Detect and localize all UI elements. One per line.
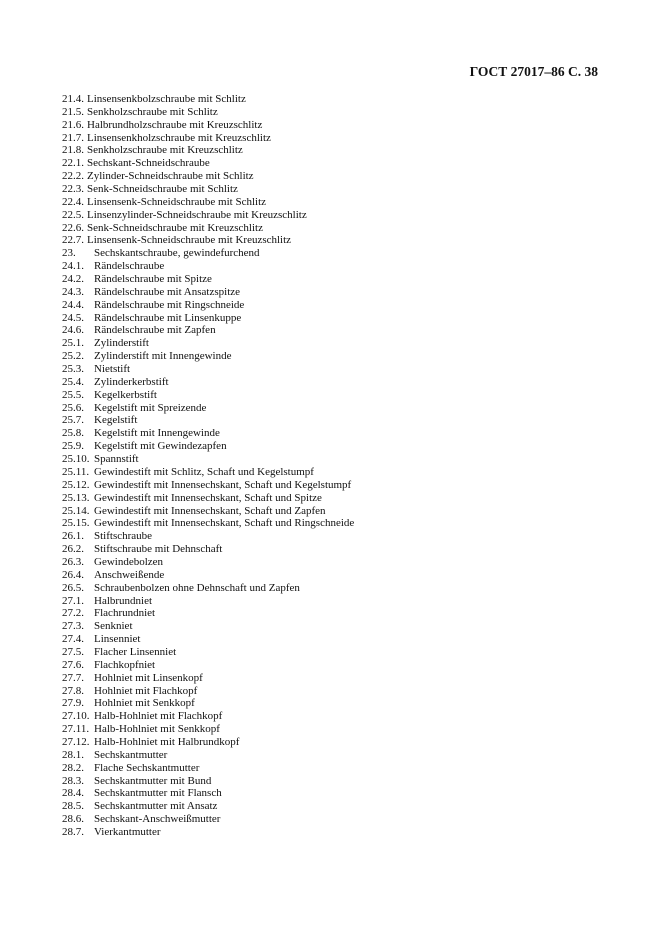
item-text: Zylinderstift <box>94 337 149 350</box>
item-text: Hohlniet mit Linsenkopf <box>94 671 203 684</box>
list-item <box>62 247 354 260</box>
item-number: 27.3. <box>62 620 84 633</box>
list-item <box>62 389 354 402</box>
item-text: Flachkopfniet <box>94 658 156 671</box>
list-item <box>62 492 354 505</box>
item-number: 28.1. <box>62 748 84 761</box>
list-item <box>62 505 354 518</box>
item-text: Gewindestift mit Innensechskant, Schaft und Spitze <box>94 491 322 504</box>
item-number: 27.6. <box>62 658 84 671</box>
item-number: 21.6. <box>62 118 84 131</box>
list-item <box>62 646 354 659</box>
item-number: 25.6. <box>62 401 84 414</box>
item-text: Stiftschraube mit Dehnschaft <box>94 543 223 556</box>
item-text: Halb-Hohlniet mit Senkkopf <box>94 723 220 736</box>
list-item <box>62 170 354 183</box>
item-text: Anschweißende <box>94 568 165 581</box>
list-item <box>62 312 354 325</box>
item-number: 25.5. <box>62 388 84 401</box>
item-text: Sechskantmutter mit Bund <box>94 774 212 787</box>
item-number: 27.11. <box>62 723 90 736</box>
list-item <box>62 800 354 813</box>
list-item <box>62 414 354 427</box>
item-number: 26.1. <box>62 530 84 543</box>
list-item <box>62 427 354 440</box>
item-number: 26.5. <box>62 581 84 594</box>
list-item <box>62 286 354 299</box>
list-item <box>62 543 354 556</box>
item-number: 28.2. <box>62 761 84 774</box>
item-text: Kegelstift mit Spreizende <box>94 401 207 414</box>
item-number: 26.4. <box>62 568 84 581</box>
item-number: 25.4. <box>62 375 84 388</box>
list-item <box>62 132 354 145</box>
item-number: 28.4. <box>62 787 84 800</box>
item-text: Sechskantschraube, gewindefurchend <box>94 247 260 260</box>
list-item <box>62 813 354 826</box>
list-item <box>62 157 354 170</box>
item-number: 25.14. <box>62 504 90 517</box>
list-item <box>62 582 354 595</box>
item-number: 24.5. <box>62 311 84 324</box>
item-text: Linsensenkbolzschraube mit Schlitz <box>87 93 246 105</box>
list-item <box>62 363 354 376</box>
item-number: 28.7. <box>62 825 84 838</box>
item-number: 22.4. <box>62 195 84 208</box>
item-number: 22.1. <box>62 157 84 170</box>
item-text: Senkniet <box>94 620 133 633</box>
list-item <box>62 569 354 582</box>
list-item <box>62 144 354 157</box>
item-number: 27.2. <box>62 607 84 620</box>
item-text: Stiftschraube <box>94 530 153 543</box>
item-number: 25.1. <box>62 337 84 350</box>
item-number: 27.12. <box>62 735 90 748</box>
list-item <box>62 93 354 106</box>
item-number: 25.7. <box>62 414 84 427</box>
item-number: 25.10. <box>62 453 90 466</box>
item-number: 25.3. <box>62 363 84 376</box>
item-text: Flachrundniet <box>94 607 156 620</box>
item-text: Gewindebolzen <box>94 555 164 568</box>
item-text: Rändelschraube mit Zapfen <box>94 324 216 337</box>
item-text: Linsenzylinder-Schneidschraube mit Kreuzschlitz <box>87 208 307 221</box>
list-item <box>62 607 354 620</box>
item-text: Zylinderkerbstift <box>94 375 169 388</box>
list-item <box>62 826 354 839</box>
item-text: Senk-Schneidschraube mit Kreuzschlitz <box>87 221 263 234</box>
list-item <box>62 337 354 350</box>
list-item <box>62 723 354 736</box>
item-text: Sechskantmutter <box>94 748 168 761</box>
item-text: Sechskant-Anschweißmutter <box>94 813 221 826</box>
item-number: 24.6. <box>62 324 84 337</box>
list-item <box>62 620 354 633</box>
item-text: Rändelschraube mit Linsenkuppe <box>94 311 242 324</box>
item-number: 25.15. <box>62 517 90 530</box>
item-number: 21.7. <box>62 131 84 144</box>
list-item <box>62 453 354 466</box>
item-text: Senkholzschraube mit Kreuzschlitz <box>87 144 243 157</box>
item-number: 22.2. <box>62 170 84 183</box>
item-text: Vierkantmutter <box>94 825 161 838</box>
list-item <box>62 672 354 685</box>
item-text: Linsensenkholzschraube mit Kreuzschlitz <box>87 131 271 144</box>
list-item <box>62 196 354 209</box>
item-text: Gewindestift mit Innensechskant, Schaft und Ringschneide <box>94 517 355 530</box>
item-number: 22.6. <box>62 221 84 234</box>
item-number: 25.11. <box>62 465 90 478</box>
item-text: Zylinder-Schneidschraube mit Schlitz <box>87 170 254 183</box>
item-number: 27.7. <box>62 671 84 684</box>
item-number: 24.1. <box>62 260 84 273</box>
list-item <box>62 106 354 119</box>
item-text: Linsensenk-Schneidschraube mit Kreuzschlitz <box>87 234 292 247</box>
item-number: 21.8. <box>62 144 84 157</box>
item-number: 28.6. <box>62 813 84 826</box>
list-item <box>62 762 354 775</box>
list-item <box>62 260 354 273</box>
list-item <box>62 350 354 363</box>
item-text: Halbrundniet <box>94 594 153 607</box>
list-item <box>62 183 354 196</box>
list-item <box>62 479 354 492</box>
list-item <box>62 556 354 569</box>
item-text: Kegelstift mit Gewindezapfen <box>94 440 227 453</box>
item-number: 26.2. <box>62 543 84 556</box>
item-number: 25.8. <box>62 427 84 440</box>
list-item <box>62 402 354 415</box>
item-number: 27.5. <box>62 645 84 658</box>
item-text: Spannstift <box>94 453 139 466</box>
item-number: 25.9. <box>62 440 84 453</box>
item-number: 22.7. <box>62 234 84 247</box>
list-item <box>62 659 354 672</box>
item-number: 22.5. <box>62 208 84 221</box>
item-number: 27.10. <box>62 710 90 723</box>
item-text: Hohlniet mit Senkkopf <box>94 697 195 710</box>
item-text: Halb-Hohlniet mit Halbrundkopf <box>94 735 240 748</box>
list-item <box>62 685 354 698</box>
item-number: 23. <box>62 247 76 260</box>
list-item <box>62 749 354 762</box>
item-text: Nietstift <box>94 363 131 376</box>
item-number: 25.2. <box>62 350 84 363</box>
item-number: 27.9. <box>62 697 84 710</box>
item-text: Rändelschraube <box>94 260 165 273</box>
item-number: 26.3. <box>62 555 84 568</box>
item-number: 24.4. <box>62 298 84 311</box>
item-number: 28.5. <box>62 800 84 813</box>
item-text: Hohlniet mit Flachkopf <box>94 684 198 697</box>
list-item <box>62 376 354 389</box>
item-text: Linsenniet <box>94 633 141 646</box>
item-number: 27.4. <box>62 633 84 646</box>
list-item <box>62 775 354 788</box>
list-item <box>62 209 354 222</box>
list-item <box>62 466 354 479</box>
item-text: Senkholzschraube mit Schlitz <box>87 105 218 118</box>
list-item <box>62 517 354 530</box>
item-number: 21.5. <box>62 105 84 118</box>
list-item <box>62 710 354 723</box>
list-item <box>62 595 354 608</box>
item-text: Rändelschraube mit Ansatzspitze <box>94 285 241 298</box>
item-text: Gewindestift mit Innensechskant, Schaft und Kegelstumpf <box>94 478 352 491</box>
item-text: Linsensenk-Schneidschraube mit Schlitz <box>87 195 267 208</box>
item-number: 21.4. <box>62 93 84 105</box>
item-number: 25.12. <box>62 478 90 491</box>
item-text: Rändelschraube mit Ringschneide <box>94 298 245 311</box>
list-item <box>62 119 354 132</box>
list-item <box>62 440 354 453</box>
item-number: 22.3. <box>62 183 84 196</box>
item-text: Sechskantmutter mit Flansch <box>94 787 222 800</box>
item-number: 27.1. <box>62 594 84 607</box>
item-text: Halb-Hohlniet mit Flachkopf <box>94 710 223 723</box>
item-text: Sechskantmutter mit Ansatz <box>94 800 218 813</box>
list-item <box>62 736 354 749</box>
item-text: Gewindestift mit Innensechskant, Schaft und Zapfen <box>94 504 326 517</box>
list-item <box>62 697 354 710</box>
item-number: 25.13. <box>62 491 90 504</box>
item-number: 24.2. <box>62 273 84 286</box>
list-item <box>62 234 354 247</box>
item-number: 24.3. <box>62 285 84 298</box>
term-list <box>62 93 354 839</box>
list-item <box>62 222 354 235</box>
item-text: Kegelstift <box>94 414 138 427</box>
list-item <box>62 324 354 337</box>
item-text: Sechskant-Schneidschraube <box>87 157 210 170</box>
item-text: Zylinderstift mit Innengewinde <box>94 350 232 363</box>
item-text: Senk-Schneidschraube mit Schlitz <box>87 183 238 196</box>
item-text: Halbrundholzschraube mit Kreuzschlitz <box>87 118 263 131</box>
list-item <box>62 530 354 543</box>
item-text: Schraubenbolzen ohne Dehnschaft und Zapfen <box>94 581 300 594</box>
item-number: 28.3. <box>62 774 84 787</box>
item-text: Kegelkerbstift <box>94 388 157 401</box>
item-text: Gewindestift mit Schlitz, Schaft und Kegelstumpf <box>94 465 314 478</box>
item-text: Flache Sechskantmutter <box>94 761 200 774</box>
item-number: 27.8. <box>62 684 84 697</box>
list-item <box>62 787 354 800</box>
item-text: Rändelschraube mit Spitze <box>94 273 212 286</box>
list-item <box>62 633 354 646</box>
page-header: ГОСТ 27017–86 С. 38 <box>469 64 598 79</box>
item-text: Flacher Linsenniet <box>94 645 177 658</box>
list-item <box>62 299 354 312</box>
item-text: Kegelstift mit Innengewinde <box>94 427 220 440</box>
list-item <box>62 273 354 286</box>
